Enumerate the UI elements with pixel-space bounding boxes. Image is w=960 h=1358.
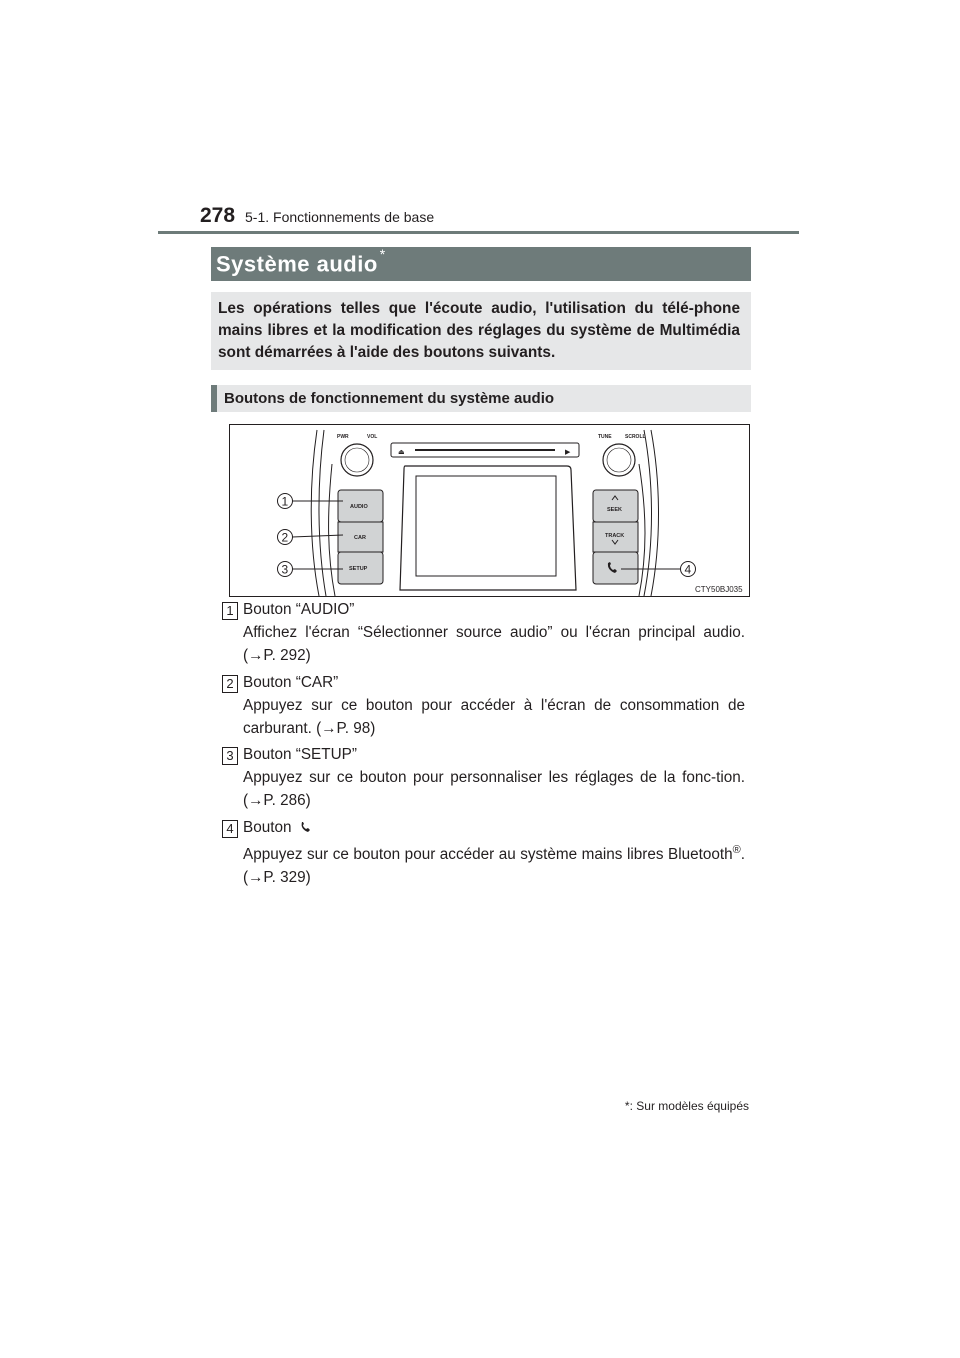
page-title-text: Système audio bbox=[216, 251, 378, 277]
audio-panel-figure bbox=[229, 424, 750, 597]
callout-2: 2 bbox=[281, 530, 289, 545]
footnote: *: Sur modèles équipés bbox=[624, 1099, 749, 1113]
item-1-body: Affichez l'écran “Sélectionner source audio” ou l'écran principal audio. (→P. 292) bbox=[243, 624, 745, 664]
item-4-title-line bbox=[243, 816, 745, 839]
vol-label: VOL bbox=[367, 434, 378, 440]
item-number-2: 2 bbox=[222, 675, 238, 693]
audio-button-label: AUDIO bbox=[350, 504, 368, 510]
phone-icon bbox=[300, 821, 312, 833]
item-number-4: 4 bbox=[222, 820, 238, 838]
item-4 bbox=[243, 816, 745, 889]
eject-icon: ⏏ bbox=[398, 448, 405, 456]
item-2-body: Appuyez sur ce bouton pour accéder à l'écran de consommation de carburant. (→P. 98) bbox=[243, 697, 745, 737]
callout-3: 3 bbox=[281, 562, 289, 577]
header-rule bbox=[158, 231, 799, 234]
phone-button bbox=[593, 552, 638, 584]
subheading: Boutons de fonctionnement du système audio bbox=[224, 390, 555, 407]
item-2-title: Bouton “CAR” bbox=[243, 674, 339, 691]
asterisk-mark: * bbox=[379, 246, 386, 262]
seek-button-label: SEEK bbox=[607, 507, 622, 513]
track-button-label: TRACK bbox=[605, 533, 625, 539]
page-number: 278 bbox=[200, 204, 236, 227]
pwr-vol-knob bbox=[341, 444, 373, 476]
item-3 bbox=[243, 743, 745, 812]
car-button-label: CAR bbox=[354, 535, 366, 541]
item-3-body: Appuyez sur ce bouton pour personnaliser les réglages de la fonc-tion. (→P. 286) bbox=[243, 769, 745, 809]
subheading-bar bbox=[211, 385, 217, 412]
tune-label: TUNE bbox=[598, 434, 612, 440]
section-reference: 5-1. Fonctionnements de base bbox=[245, 209, 435, 225]
pwr-label: PWR bbox=[337, 434, 349, 440]
callout-4: 4 bbox=[684, 562, 692, 577]
callout-1: 1 bbox=[281, 494, 289, 509]
item-1 bbox=[243, 598, 745, 667]
item-4-body-before: Appuyez sur ce bouton pour accéder au système mains libres Bluetooth bbox=[243, 846, 733, 864]
item-4-body-after: . (→P. 329) bbox=[243, 846, 745, 887]
seek-button bbox=[593, 490, 638, 522]
registered-mark: ® bbox=[732, 844, 741, 856]
tune-scroll-knob bbox=[603, 444, 635, 476]
setup-button-label: SETUP bbox=[349, 566, 368, 572]
item-3-title: Bouton “SETUP” bbox=[243, 746, 357, 763]
scroll-label: SCROLL bbox=[625, 434, 646, 440]
figure-code: CTY50BJ035 bbox=[695, 585, 743, 594]
intro-text: Les opérations telles que l'écoute audio, l'utilisation du télé-phone mains libres et la modification des réglages du système de Multimédia sont démarrées à l'aide des boutons suivants. bbox=[218, 300, 740, 361]
play-pause-icon: ▶ bbox=[565, 448, 571, 456]
item-4-title: Bouton bbox=[243, 819, 292, 836]
item-number-3: 3 bbox=[222, 747, 238, 765]
page-title bbox=[216, 246, 386, 277]
item-1-title: Bouton “AUDIO” bbox=[243, 601, 355, 618]
item-2 bbox=[243, 671, 745, 740]
item-number-1: 1 bbox=[222, 602, 238, 620]
item-4-body bbox=[243, 839, 745, 889]
display-screen bbox=[400, 466, 576, 590]
